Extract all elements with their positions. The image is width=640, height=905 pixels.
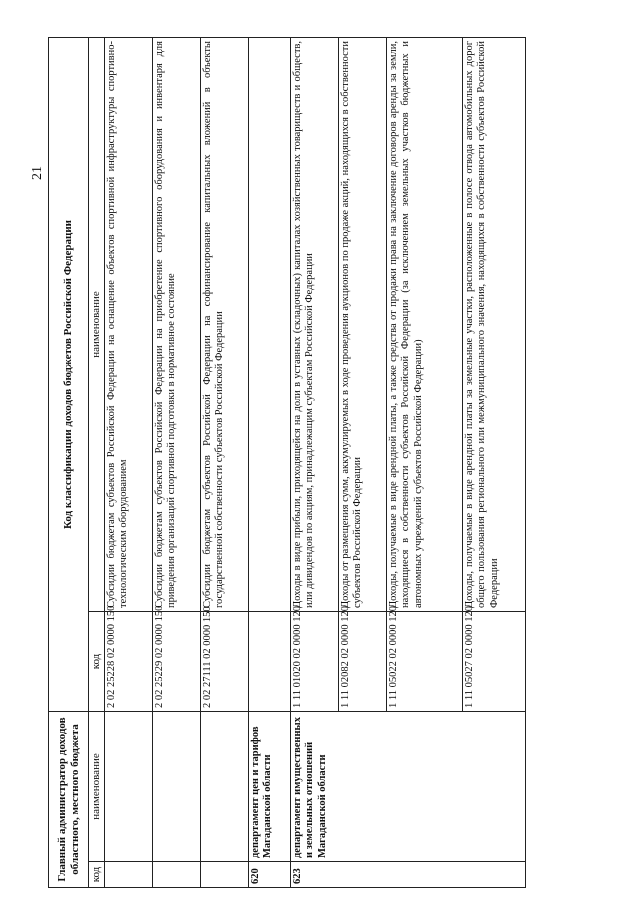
page-number: 21 — [30, 166, 45, 180]
admin-name-cell: департамент цен и тарифов Магаданской области — [248, 712, 290, 862]
class-code-cell: 1 11 01020 02 0000 120 — [290, 612, 338, 712]
col-class-name: наименование — [89, 38, 105, 612]
class-code-cell: 1 11 05022 02 0000 120 — [386, 612, 462, 712]
admin-name-cell: департамент имущественных и земельных отношений Магаданской области — [290, 712, 525, 862]
class-name-cell: Субсидии бюджетам субъектов Российской Федерации на приобретение спортивного оборудования и инвентаря для приведения организаций спортивной подготовки в нормативное состояние — [152, 38, 200, 612]
class-code-cell: 2 02 27111 02 0000 150 — [200, 612, 248, 712]
table-row — [290, 38, 338, 888]
class-code-cell: 1 11 02082 02 0000 120 — [338, 612, 386, 712]
class-code-cell: 2 02 25229 02 0000 150 — [152, 612, 200, 712]
admin-code-cell — [152, 862, 200, 888]
admin-name-cell — [104, 712, 152, 862]
class-code-cell — [248, 612, 290, 712]
table-row — [104, 38, 152, 888]
class-name-cell: Субсидии бюджетам субъектов Российской Федерации на оснащение объектов спортивной инфраструктуры спортивно-технологическим оборудованием — [104, 38, 152, 612]
table-row — [248, 38, 290, 888]
classification-group-header: Код классификации доходов бюджетов Российской Федерации — [49, 38, 89, 712]
table-row — [200, 38, 248, 888]
class-name-cell: Доходы от размещения сумм, аккумулируемых в ходе проведения аукционов по продаже акций, находящихся в собственности субъектов Российской Федерации — [338, 38, 386, 612]
admin-name-cell — [200, 712, 248, 862]
col-admin-code: код — [89, 862, 105, 888]
class-name-cell: Доходы, получаемые в виде арендной платы, а также средства от продажи права на заключение договоров аренды за земли, находящиеся в собственности субъектов Российской Федерации (за исключением земельных участков бюджетных и автономных учреждений субъектов Российской Федерации) — [386, 38, 462, 612]
revenue-classification-table — [48, 37, 526, 888]
admin-code-cell — [200, 862, 248, 888]
admin-name-cell — [152, 712, 200, 862]
col-admin-name: наименование — [89, 712, 105, 862]
class-name-cell — [248, 38, 290, 612]
class-name-cell: Доходы в виде прибыли, приходящейся на доли в уставных (складочных) капиталах хозяйственных товариществ и обществ, или дивидендов по акциям, принадлежащим субъектам Российской Федерации — [290, 38, 338, 612]
admin-group-header: Главный администратор доходов областного, местного бюджета — [49, 712, 89, 888]
admin-code-cell: 620 — [248, 862, 290, 888]
admin-code-cell — [104, 862, 152, 888]
class-code-cell: 2 02 25228 02 0000 150 — [104, 612, 152, 712]
class-name-cell: Доходы, получаемые в виде арендной платы за земельные участки, расположенные в полосе отвода автомобильных дорог общего пользования регионального или межмуниципального значения, находящихся в собственности субъектов Российской Федерации — [462, 38, 525, 612]
class-code-cell: 1 11 05027 02 0000 120 — [462, 612, 525, 712]
table-row — [152, 38, 200, 888]
class-name-cell: Субсидии бюджетам субъектов Российской Федерации на софинансирование капитальных вложений в объекты государственной собственности субъектов Российской Федерации — [200, 38, 248, 612]
col-class-code: код — [89, 612, 105, 712]
admin-code-cell: 623 — [290, 862, 525, 888]
rotated-table-wrapper — [48, 38, 513, 888]
